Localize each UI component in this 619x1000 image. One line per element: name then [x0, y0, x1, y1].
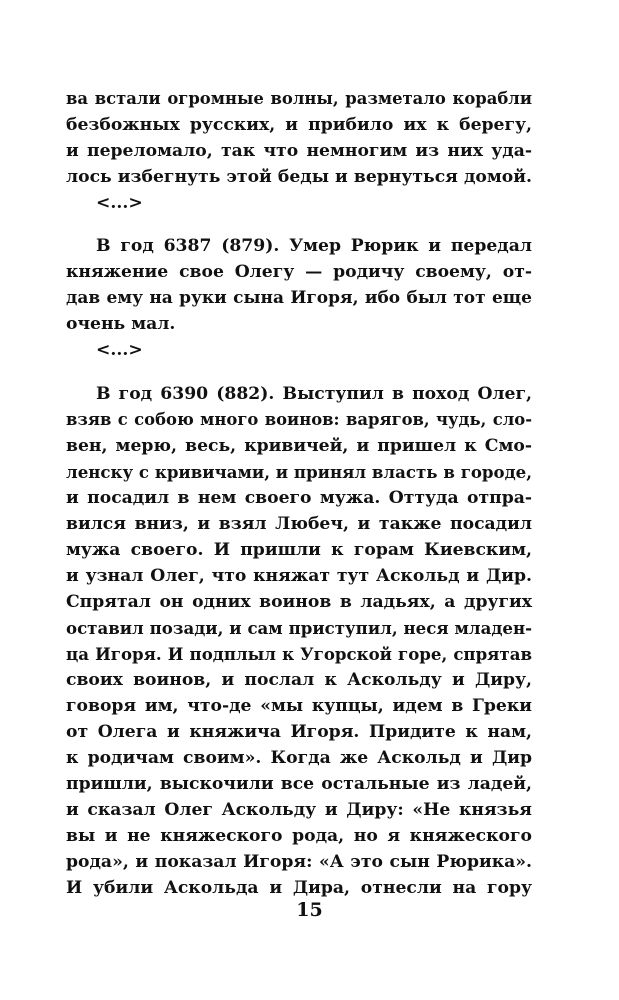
text-line: ва встали огромные волны, разметало корабли [66, 89, 532, 108]
text-line: своих воинов, и послал к Аскольду и Диру, [66, 670, 532, 690]
text-line: взяв с собою много воинов: варягов, чудь, сло- [66, 410, 532, 429]
text-line: вился вниз, и взял Любеч, и также посадил [66, 514, 532, 534]
text-line: В год 6390 (882). Выступил в поход Олег, [96, 384, 532, 404]
text-line: и узнал Олег, что княжат тут Аскольд и Дир. [66, 566, 532, 586]
text-line: В год 6387 (879). Умер Рюрик и передал [96, 236, 532, 256]
text-line: мужа своего. И пришли к горам Киевским, [66, 540, 532, 560]
text-line: вы и не княжеского рода, но я княжеского [66, 826, 532, 846]
text-line: рода», и показал Игоря: «А это сын Рюрика». [66, 852, 532, 872]
text-line: вен, мерю, весь, кривичей, и пришел к Смо- [66, 436, 532, 456]
text-line: лось избегнуть этой беды и вернуться домой. [66, 167, 532, 187]
text-line: очень мал. [66, 314, 176, 334]
text-line: ца Игоря. И подплыл к Угорской горе, спрятав [66, 644, 532, 664]
text-line: говоря им, что-де «мы купцы, идем в Греки [66, 696, 532, 716]
page-number: 15 [296, 899, 323, 921]
paragraph-storm [66, 86, 532, 216]
omission-mark: <...> [96, 193, 143, 213]
text-line: оставил позади, и сам приступил, неся младен- [66, 618, 532, 638]
text-line: от Олега и княжича Игоря. Придите к нам, [66, 722, 532, 742]
paragraph-year-6387 [66, 233, 532, 363]
text-line: и посадил в нем своего мужа. Оттуда отпра- [66, 488, 532, 508]
text-line: дав ему на руки сына Игоря, ибо был тот еще [66, 288, 532, 308]
text-line: безбожных русских, и прибило их к берегу, [66, 115, 532, 135]
text-line: и сказал Олег Аскольду и Диру: «Не князья [66, 800, 532, 820]
text-line: И убили Аскольда и Дира, отнесли на гору [66, 878, 532, 898]
text-line: пришли, выскочили все остальные из ладей, [66, 774, 532, 794]
text-line: княжение свое Олегу — родичу своему, от- [66, 262, 532, 282]
text-line: Спрятал он одних воинов в ладьях, а других [66, 592, 532, 612]
text-line: и переломало, так что немногим из них уда- [66, 141, 532, 161]
text-line: ленску с кривичами, и принял власть в городе, [66, 462, 532, 482]
paragraph-year-6390 [66, 381, 532, 901]
omission-mark: <...> [96, 340, 143, 360]
text-line: к родичам своим». Когда же Аскольд и Дир [66, 748, 532, 768]
